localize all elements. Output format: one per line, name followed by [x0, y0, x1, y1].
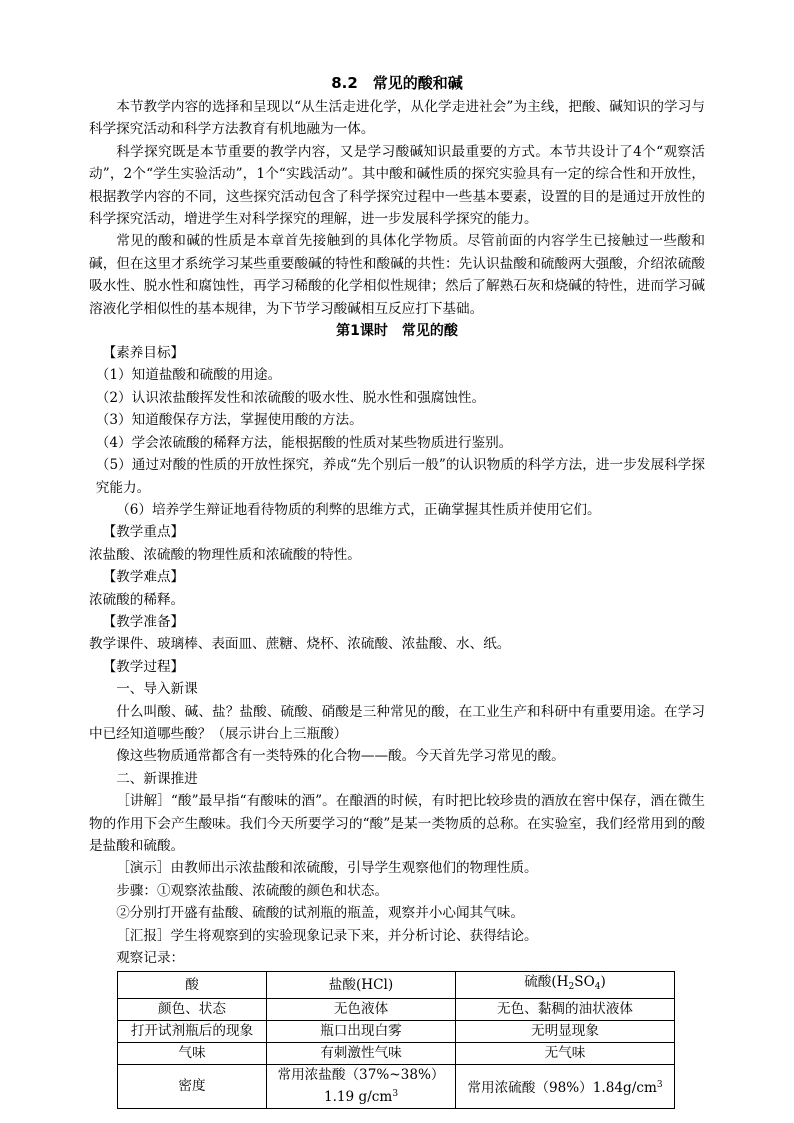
- prep-text: 教学课件、玻璃棒、表面皿、蔗糖、烧杯、浓硫酸、浓盐酸、水、纸。: [89, 636, 511, 653]
- observation-label: 观察记录：: [116, 950, 185, 967]
- document-title: 8.2 常见的酸和碱: [331, 74, 463, 92]
- table-cell: [267, 1065, 456, 1109]
- goal-item-4: （4）学会浓硫酸的稀释方法，能根据酸的性质对某些物质进行鉴别。: [95, 434, 513, 451]
- document-page: [89, 72, 705, 1109]
- table-cell: 无色、黏稠的油状液体: [456, 999, 675, 1021]
- table-cell: 气味: [118, 1043, 267, 1065]
- table-cell: 颜色、状态: [118, 999, 267, 1021]
- step2-paragraph-4: ②分别打开盛有盐酸、硫酸的试剂瓶的瓶盖，观察并小心闻其气味。: [116, 905, 524, 922]
- step2-paragraph-5: ［汇报］学生将观察到的实验现象记录下来，并分析讨论、获得结论。: [116, 927, 538, 944]
- step2-paragraph-2: ［演示］由教师出示浓盐酸和浓硫酸，引导学生观察他们的物理性质。: [116, 860, 538, 877]
- intro-paragraph-2: 科学探究既是本节重要的教学内容，又是学习酸碱知识最重要的方式。本节共设计了4个“观察活动”，2个“学生实验活动”，1个“实践活动”。其中酸和碱性质的探究实验具有一定的综合性和开放性，根据教学内容的不同，这些探究活动包含了科学探究过程中一些基本要素，设置的目的是通过开放性的科学探究活动，增进学生对科学探究的理解，进一步发展科学探究的能力。: [89, 143, 705, 228]
- step2-paragraph-3: 步骤：①观察浓盐酸、浓硫酸的颜色和状态。: [116, 882, 389, 899]
- table-row: [118, 1043, 675, 1065]
- table-row: [118, 1021, 675, 1043]
- table-header-row: [118, 972, 675, 999]
- table-row: [118, 999, 675, 1021]
- goals-heading: 【素养目标】: [102, 345, 185, 362]
- intro-paragraph-3: 常见的酸和碱的性质是本章首先接触到的具体化学物质。尽管前面的内容学生已接触过一些酸和碱，但在这里才系统学习某些重要酸碱的特性和酸碱的共性：先认识盐酸和硫酸两大强酸，介绍浓硫酸吸水性、脱水性和腐蚀性，再学习稀酸的化学相似性规律；然后了解熟石灰和烧碱的特性，进而学习碱溶液化学相似性的基本规律，为下节学习酸碱相互反应打下基础。: [89, 233, 705, 317]
- step1-paragraph-2: 像这些物质通常都含有一类特殊的化合物——酸。今天首先学习常见的酸。: [116, 748, 565, 765]
- hcl-density-line-2: 1.19 $g/cm^3$: [323, 1089, 399, 1106]
- difficulty-text: 浓硫酸的稀释。: [89, 591, 185, 608]
- step2-heading: 二、新课推进: [116, 770, 198, 787]
- table-header-cell: 酸: [118, 972, 267, 999]
- goal-item-3: （3）知道酸保存方法，掌握使用酸的方法。: [95, 412, 363, 429]
- table-cell: 无色液体: [267, 999, 456, 1021]
- goal-item-5: （5）通过对酸的性质的开放性探究，养成“先个别后一般”的认识物质的科学方法，进一步发展科学探究能力。: [95, 457, 705, 496]
- difficulty-heading: 【教学难点】: [102, 569, 185, 586]
- table-cell: 瓶口出现白雾: [267, 1021, 456, 1043]
- step1-paragraph-1: 什么叫酸、碱、盐？盐酸、硫酸、硝酸是三种常见的酸，在工业生产和科研中有重要用途。在学习中已经知道哪些酸？（展示讲台上三瓶酸）: [89, 703, 705, 742]
- table-header-cell: 盐酸(HCl): [267, 972, 456, 999]
- key-text: 浓盐酸、浓硫酸的物理性质和浓硫酸的特性。: [89, 546, 361, 563]
- goal-item-6: （6）培养学生辩证地看待物质的利弊的思维方式，正确掌握其性质并使用它们。: [116, 501, 601, 518]
- process-heading: 【教学过程】: [102, 658, 185, 675]
- table-header-cell: 硫酸$(H_2SO_4)$: [456, 972, 675, 999]
- table-cell: 有刺激性气味: [267, 1043, 456, 1065]
- hcl-density-line-1: 常用浓盐酸（37%~38%）: [277, 1067, 445, 1084]
- table-cell: 无气味: [456, 1043, 675, 1065]
- observation-table: [117, 971, 675, 1109]
- intro-paragraph-1: 本节教学内容的选择和呈现以“从生活走进化学，从化学走进社会”为主线，把酸、碱知识的学习与科学探究活动和科学方法教育有机地融为一体。: [89, 99, 705, 138]
- goal-item-2: （2）认识浓盐酸挥发性和浓硫酸的吸水性、脱水性和强腐蚀性。: [95, 389, 486, 406]
- lesson-title: 第1课时 常见的酸: [336, 323, 458, 340]
- table-cell: 密度: [118, 1065, 267, 1109]
- goal-item-1: （1）知道盐酸和硫酸的用途。: [95, 367, 282, 384]
- table-cell: 无明显现象: [456, 1021, 675, 1043]
- table-row: [118, 1065, 675, 1109]
- prep-heading: 【教学准备】: [102, 613, 185, 630]
- table-cell: 打开试剂瓶后的现象: [118, 1021, 267, 1043]
- step1-heading: 一、导入新课: [116, 681, 198, 698]
- key-heading: 【教学重点】: [102, 524, 185, 541]
- step2-paragraph-1: ［讲解］“酸”最早指“有酸味的酒”。在酿酒的时候，有时把比较珍贵的酒放在窖中保存，酒在微生物的作用下会产生酸味。我们今天所要学习的“酸”是某一类物质的总称。在实验室，我们经常用到的酸是盐酸和硫酸。: [89, 793, 705, 854]
- table-cell: 常用浓硫酸$(98\%)1.84g/cm^3$: [456, 1065, 675, 1109]
